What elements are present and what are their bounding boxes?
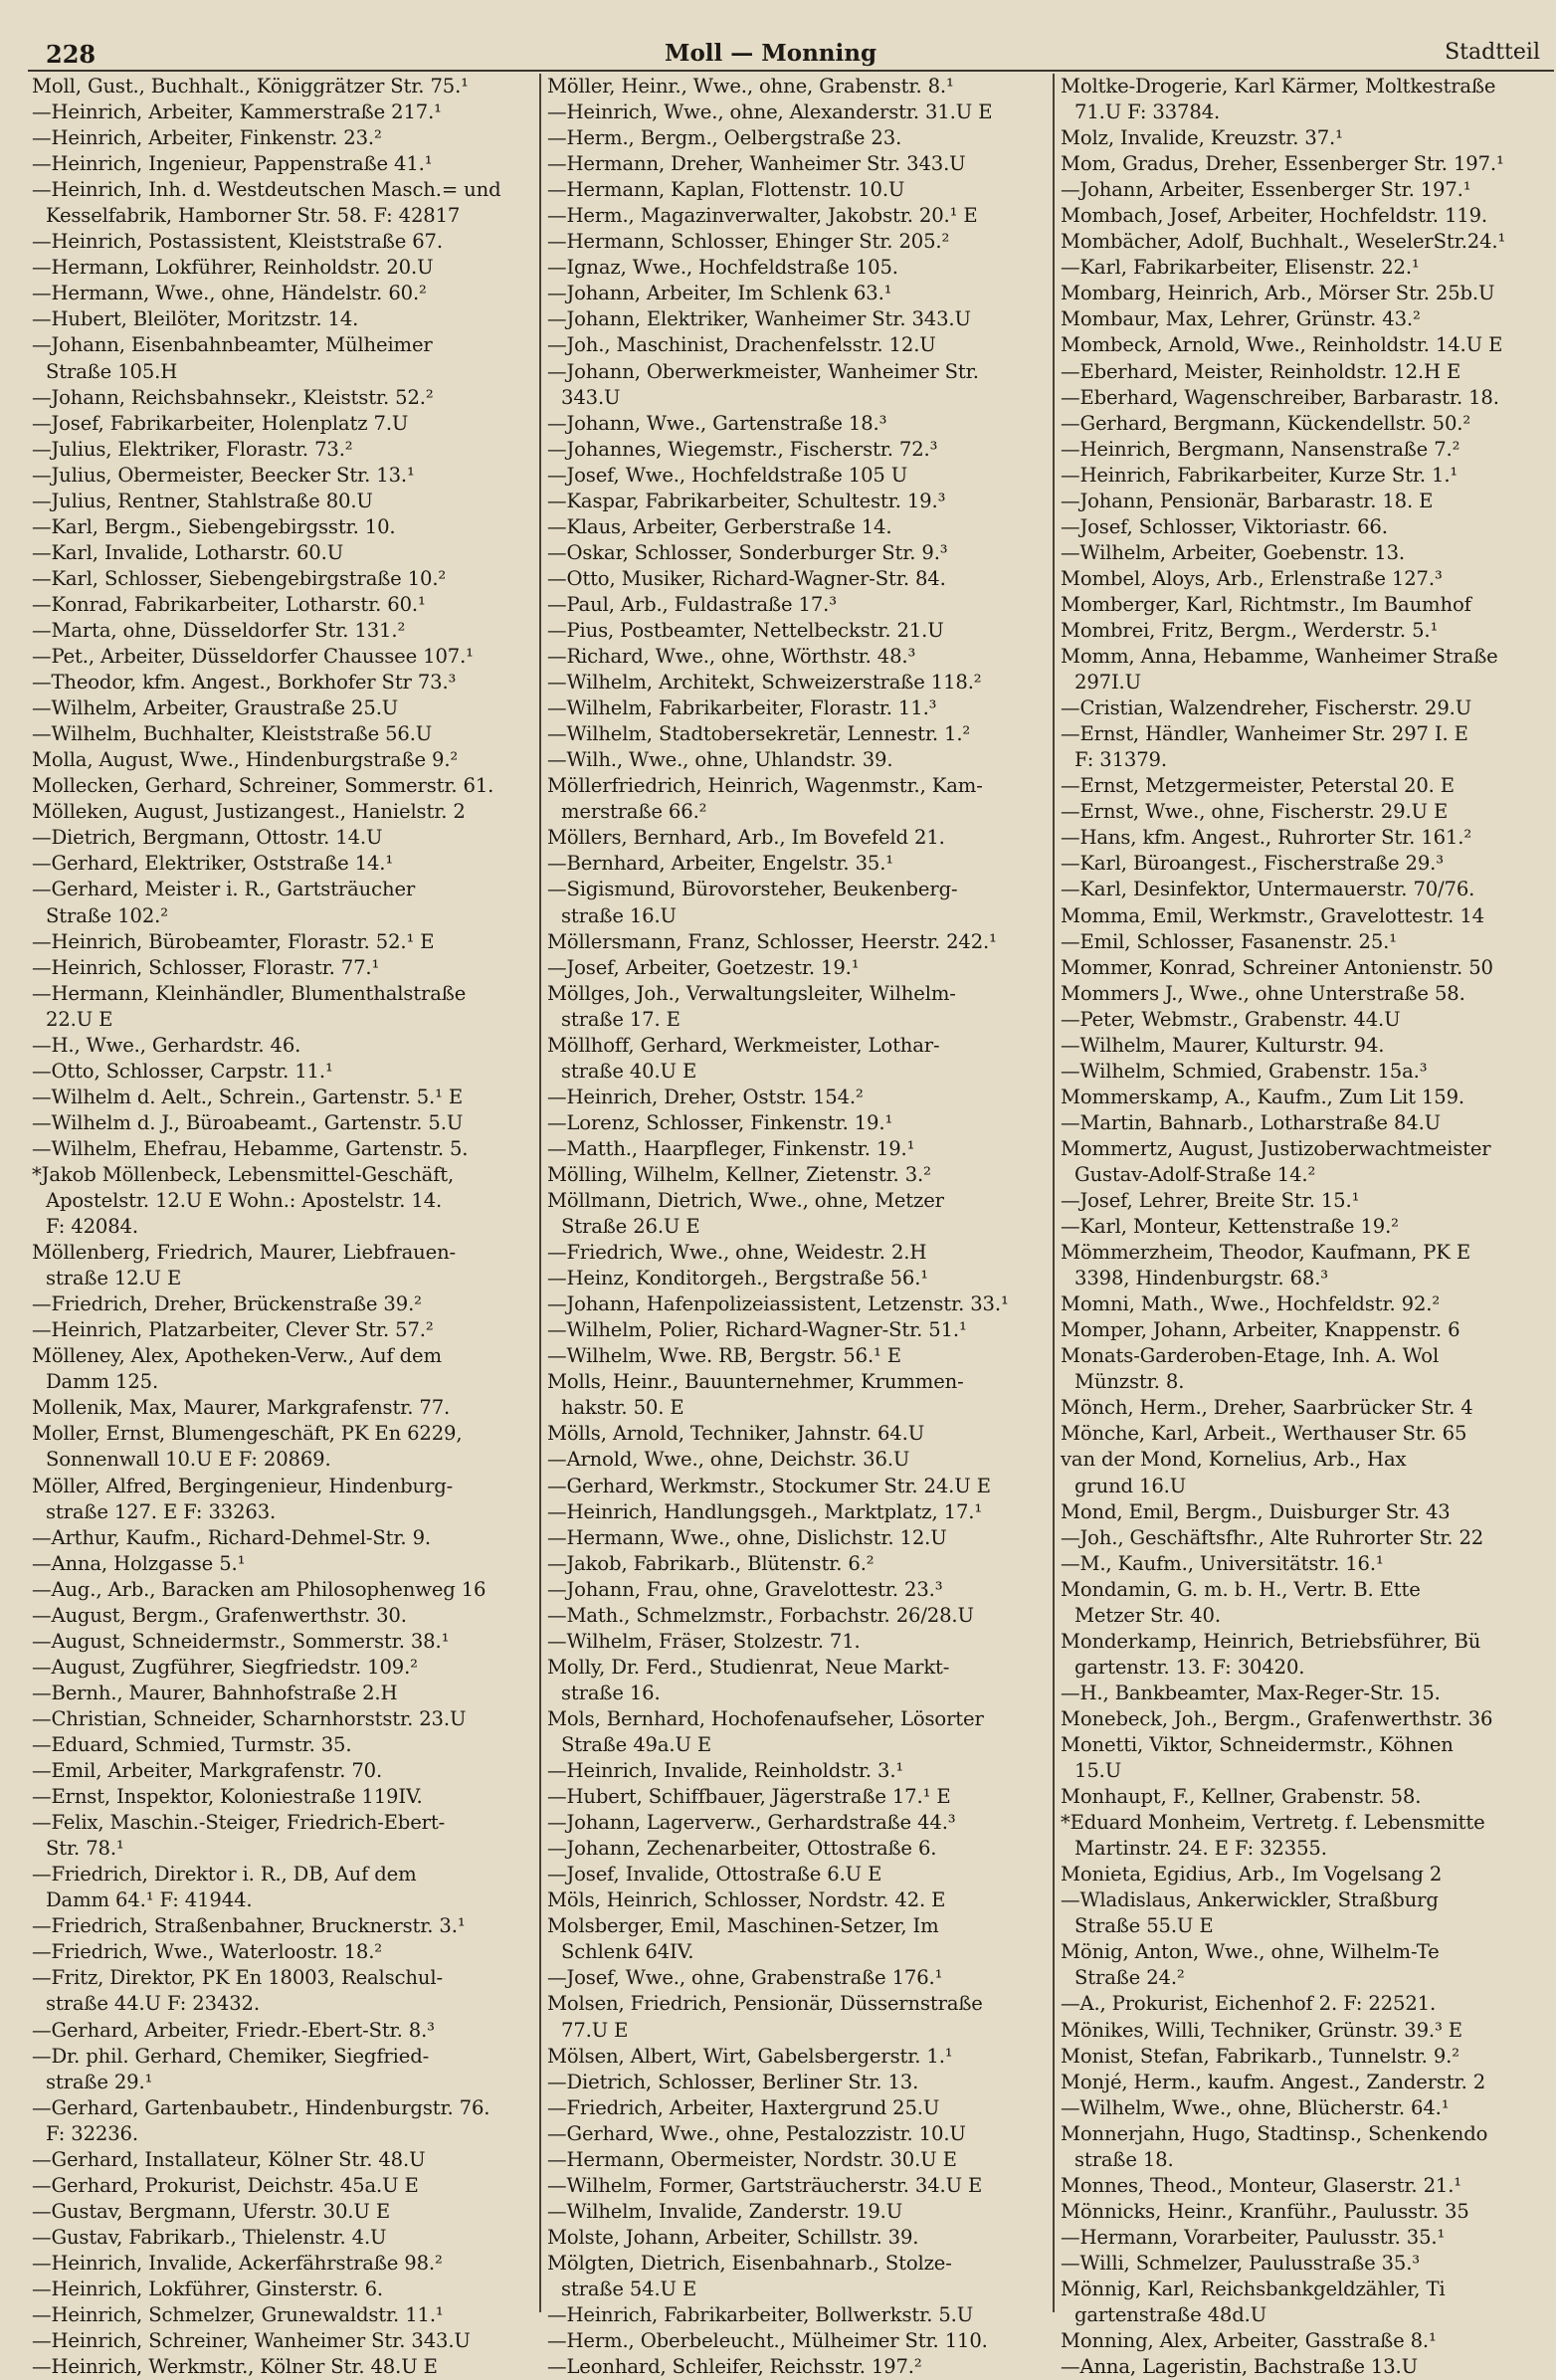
directory-entry-line: Martinstr. 24. E F: 32355. <box>1074 1837 1327 1861</box>
directory-entry-line: straße 16. <box>561 1681 661 1704</box>
directory-entry-line: —Wilhelm, Stadtobersekretär, Lennestr. 1.² <box>547 722 971 746</box>
directory-entry-line: —Karl, Monteur, Kettenstraße 19.² <box>1061 1215 1399 1239</box>
directory-entry-line: —Johann, Eisenbahnbeamter, Mülheimer <box>32 333 433 357</box>
directory-entry-line: Monhaupt, F., Kellner, Grabenstr. 58. <box>1061 1785 1422 1809</box>
directory-entry-line: —H., Bankbeamter, Max-Reger-Str. 15. <box>1061 1681 1441 1704</box>
directory-entry-line: —Richard, Wwe., ohne, Wörthstr. 48.³ <box>547 645 916 669</box>
directory-entry-line: Molla, August, Wwe., Hindenburgstraße 9.² <box>32 748 459 772</box>
directory-entry-line: Monjé, Herm., kaufm. Angest., Zanderstr. 2 <box>1061 2070 1486 2093</box>
directory-entry-line: —Karl, Schlosser, Siebengebirgstraße 10.² <box>32 566 447 590</box>
column-divider-1 <box>539 74 541 2312</box>
directory-entry-line: —Hermann, Obermeister, Nordstr. 30.U E <box>547 2147 957 2171</box>
directory-entry-line: —Julius, Elektriker, Florastr. 73.² <box>32 437 353 461</box>
directory-entry-line: 22.U E <box>46 1007 113 1031</box>
directory-entry-line: —Ernst, Wwe., ohne, Fischerstr. 29.U E <box>1061 800 1449 824</box>
directory-entry-line: —Otto, Musiker, Richard-Wagner-Str. 84. <box>547 566 946 590</box>
directory-entry-line: gartenstraße 48d.U <box>1074 2303 1267 2327</box>
directory-entry-line: —Johann, Reichsbahnsekr., Kleiststr. 52.² <box>32 385 434 409</box>
directory-entry-line: Sonnenwall 10.U E F: 20869. <box>46 1448 331 1472</box>
directory-entry-line: —Johann, Frau, ohne, Gravelottestr. 23.³ <box>547 1577 943 1601</box>
directory-entry-line: —Pius, Postbeamter, Nettelbeckstr. 21.U <box>547 618 944 642</box>
directory-entry-line: —Johann, Arbeiter, Im Schlenk 63.¹ <box>547 282 892 305</box>
directory-entry-line: Möls, Heinrich, Schlosser, Nordstr. 42. E <box>547 1888 946 1912</box>
directory-entry-line: —Johann, Wwe., Gartenstraße 18.³ <box>547 411 887 435</box>
directory-entry-line: —Pet., Arbeiter, Düsseldorfer Chaussee 107.¹ <box>32 645 474 669</box>
directory-entry-line: —Hubert, Schiffbauer, Jägerstraße 17.¹ E <box>547 1785 951 1809</box>
directory-entry-line: Mölleken, August, Justizangest., Hanielstr. 2 <box>32 800 466 824</box>
directory-entry-line: —Wilhelm, Schmied, Grabenstr. 15a.³ <box>1061 1059 1428 1083</box>
directory-entry-line: Mönikes, Willi, Techniker, Grünstr. 39.³ E <box>1061 2018 1462 2042</box>
directory-entry-line: —Ernst, Händler, Wanheimer Str. 297 I. E <box>1061 722 1468 746</box>
directory-entry-line: straße 54.U E <box>561 2277 697 2300</box>
directory-entry-line: F: 31379. <box>1074 748 1167 772</box>
directory-entry-line: Molls, Heinr., Bauunternehmer, Krummen- <box>547 1370 964 1394</box>
directory-entry-line: —Martin, Bahnarb., Lotharstraße 84.U <box>1061 1110 1442 1134</box>
directory-entry-line: Gustav-Adolf-Straße 14.² <box>1074 1162 1316 1186</box>
directory-entry-line: —Wilhelm, Arbeiter, Graustraße 25.U <box>32 696 399 720</box>
directory-entry-line: —Aug., Arb., Baracken am Philosophenweg 16 <box>32 1577 486 1601</box>
directory-entry-line: Mönig, Anton, Wwe., ohne, Wilhelm-Te <box>1061 1940 1440 1964</box>
directory-entry-line: —Wilhelm, Buchhalter, Kleiststraße 56.U <box>32 722 433 746</box>
directory-entry-line: —Wladislaus, Ankerwickler, Straßburg <box>1061 1888 1439 1912</box>
directory-entry-line: —A., Prokurist, Eichenhof 2. F: 22521. <box>1061 1992 1437 2016</box>
directory-entry-line: —Karl, Bergm., Siebengebirgsstr. 10. <box>32 514 396 538</box>
directory-entry-line: —Wilhelm, Architekt, Schweizerstraße 118.² <box>547 671 982 694</box>
directory-entry-line: Molsen, Friedrich, Pensionär, Düssernstraße <box>547 1992 983 2016</box>
directory-entry-line: —Hermann, Kaplan, Flottenstr. 10.U <box>547 178 905 202</box>
directory-entry-line: —Eberhard, Meister, Reinholdstr. 12.H E <box>1061 359 1461 383</box>
directory-entry-line: Mom, Gradus, Dreher, Essenberger Str. 197.¹ <box>1061 152 1504 176</box>
directory-entry-line: —Lorenz, Schlosser, Finkenstr. 19.¹ <box>547 1110 893 1134</box>
directory-entry-line: Mömmerzheim, Theodor, Kaufmann, PK E <box>1061 1241 1471 1265</box>
directory-entry-line: —Johannes, Wiegemstr., Fischerstr. 72.³ <box>547 437 938 461</box>
directory-entry-line: —Otto, Schlosser, Carpstr. 11.¹ <box>32 1059 333 1083</box>
directory-entry-line: Möllmann, Dietrich, Wwe., ohne, Metzer <box>547 1189 944 1213</box>
directory-entry-line: —Joh., Maschinist, Drachenfelsstr. 12.U <box>547 333 936 357</box>
column-right <box>1061 74 1556 2379</box>
directory-entry-line: —Anna, Lageristin, Bachstraße 13.U <box>1061 2355 1418 2379</box>
directory-entry-line: Monnes, Theod., Monteur, Glaserstr. 21.¹ <box>1061 2173 1461 2197</box>
directory-entry-line: straße 44.U F: 23432. <box>46 1992 260 2016</box>
directory-entry-line: 343.U <box>561 385 621 409</box>
directory-entry-line: F: 42084. <box>46 1215 138 1239</box>
directory-entry-line: —Ernst, Inspektor, Koloniestraße 119IV. <box>32 1785 423 1809</box>
directory-entry-line: —Hermann, Vorarbeiter, Paulusstr. 35.¹ <box>1061 2225 1446 2249</box>
directory-entry-line: Mönche, Karl, Arbeit., Werthauser Str. 65 <box>1061 1422 1467 1446</box>
directory-entry-line: Monetti, Viktor, Schneidermstr., Köhnen <box>1061 1733 1454 1756</box>
directory-entry-line: Momper, Johann, Arbeiter, Knappenstr. 6 <box>1061 1318 1460 1342</box>
directory-entry-line: —Heinrich, Handlungsgeh., Marktplatz, 17.¹ <box>547 1499 983 1523</box>
directory-entry-line: Mombarg, Heinrich, Arb., Mörser Str. 25b.U <box>1061 282 1495 305</box>
directory-entry-line: —Karl, Desinfektor, Untermauerstr. 70/76. <box>1061 878 1475 901</box>
directory-entry-line: —Julius, Rentner, Stahlstraße 80.U <box>32 489 373 512</box>
directory-entry-line: Schlenk 64IV. <box>561 1940 694 1964</box>
directory-entry-line: Moll, Gust., Buchhalt., Königgrätzer Str. 75.¹ <box>32 75 469 98</box>
directory-entry-line: —Heinrich, Invalide, Ackerfährstraße 98.² <box>32 2251 443 2275</box>
directory-entry-line: straße 16.U <box>561 903 677 927</box>
directory-entry-line: Möller, Alfred, Bergingenieur, Hindenburg- <box>32 1474 454 1497</box>
directory-entry-line: —Josef, Lehrer, Breite Str. 15.¹ <box>1061 1189 1360 1213</box>
directory-entry-line: Möllers, Bernhard, Arb., Im Bovefeld 21. <box>547 826 945 850</box>
directory-entry-line: —Josef, Arbeiter, Goetzestr. 19.¹ <box>547 955 860 979</box>
directory-entry-line: —Gustav, Bergmann, Uferstr. 30.U E <box>32 2199 390 2223</box>
directory-entry-line: —M., Kaufm., Universitätstr. 16.¹ <box>1061 1551 1384 1575</box>
directory-entry-line: —Eberhard, Wagenschreiber, Barbarastr. 18. <box>1061 385 1499 409</box>
directory-entry-line: Mombeck, Arnold, Wwe., Reinholdstr. 14.U E <box>1061 333 1503 357</box>
directory-entry-line: Damm 64.¹ F: 41944. <box>46 1888 253 1912</box>
directory-entry-line: Straße 24.² <box>1074 1966 1185 1990</box>
directory-entry-line: Momni, Math., Wwe., Hochfeldstr. 92.² <box>1061 1292 1441 1316</box>
directory-entry-line: —Gerhard, Bergmann, Kückendellstr. 50.² <box>1061 411 1471 435</box>
directory-entry-line: —August, Zugführer, Siegfriedstr. 109.² <box>32 1655 418 1679</box>
directory-entry-line: Monist, Stefan, Fabrikarb., Tunnelstr. 9.² <box>1061 2044 1459 2068</box>
directory-entry-line: —Heinrich, Arbeiter, Kammerstraße 217.¹ <box>32 100 442 124</box>
directory-entry-line: 71.U F: 33784. <box>1074 100 1221 124</box>
directory-entry-line: —Marta, ohne, Düsseldorfer Str. 131.² <box>32 618 406 642</box>
directory-entry-line: —Karl, Invalide, Lotharstr. 60.U <box>32 540 344 564</box>
directory-entry-line: —Josef, Fabrikarbeiter, Holenplatz 7.U <box>32 411 409 435</box>
directory-entry-line: —Wilhelm d. J., Büroabeamt., Gartenstr. 5.U <box>32 1110 464 1134</box>
directory-entry-line: Straße 26.U E <box>561 1215 700 1239</box>
directory-entry-line: Mölgten, Dietrich, Eisenbahnarb., Stolze- <box>547 2251 952 2275</box>
directory-entry-line: Mölls, Arnold, Techniker, Jahnstr. 64.U <box>547 1422 925 1446</box>
directory-entry-line: —Gerhard, Gartenbaubetr., Hindenburgstr. 76. <box>32 2095 490 2119</box>
directory-entry-line: —Wilh., Wwe., ohne, Uhlandstr. 39. <box>547 748 893 772</box>
directory-entry-line: Kesselfabrik, Hamborner Str. 58. F: 42817 <box>46 204 461 228</box>
directory-entry-line: —Hermann, Kleinhändler, Blumenthalstraße <box>32 981 467 1005</box>
directory-entry-line: straße 12.U E <box>46 1267 182 1290</box>
directory-entry-line: —Arthur, Kaufm., Richard-Dehmel-Str. 9. <box>32 1525 431 1549</box>
directory-entry-line: Momm, Anna, Hebamme, Wanheimer Straße <box>1061 645 1498 669</box>
directory-entry-line: —Willi, Schmelzer, Paulusstraße 35.³ <box>1061 2251 1421 2275</box>
directory-entry-line: 297I.U <box>1074 671 1141 694</box>
directory-entry-line: —Math., Schmelzmstr., Forbachstr. 26/28.U <box>547 1603 974 1627</box>
directory-entry-line: —Heinrich, Postassistent, Kleiststraße 67. <box>32 230 443 254</box>
directory-entry-line: F: 32236. <box>46 2121 138 2145</box>
directory-entry-line: —Klaus, Arbeiter, Gerberstraße 14. <box>547 514 892 538</box>
directory-entry-line: —Josef, Wwe., ohne, Grabenstraße 176.¹ <box>547 1966 943 1990</box>
directory-entry-line: —Josef, Invalide, Ottostraße 6.U E <box>547 1863 882 1886</box>
directory-entry-line: —Hermann, Schlosser, Ehinger Str. 205.² <box>547 230 950 254</box>
directory-entry-line: Mondamin, G. m. b. H., Vertr. B. Ette <box>1061 1577 1421 1601</box>
directory-entry-line: —Wilhelm, Wwe. RB, Bergstr. 56.¹ E <box>547 1344 901 1368</box>
directory-entry-line: —Heinrich, Fabrikarbeiter, Kurze Str. 1.¹ <box>1061 463 1459 487</box>
directory-entry-line: —Karl, Büroangest., Fischerstraße 29.³ <box>1061 852 1444 876</box>
directory-entry-line: —Friedrich, Dreher, Brückenstraße 39.² <box>32 1292 422 1316</box>
directory-entry-line: —Heinrich, Arbeiter, Finkenstr. 23.² <box>32 126 382 150</box>
directory-entry-line: straße 18. <box>1074 2147 1174 2171</box>
directory-entry-line: —Cristian, Walzendreher, Fischerstr. 29.U <box>1061 696 1472 720</box>
directory-entry-line: —Hermann, Wwe., ohne, Dislichstr. 12.U <box>547 1525 947 1549</box>
directory-entry-line: Straße 55.U E <box>1074 1914 1214 1938</box>
directory-entry-line: 15.U <box>1074 1759 1122 1783</box>
directory-entry-line: —Leonhard, Schleifer, Reichsstr. 197.² <box>547 2355 922 2379</box>
directory-entry-line: —Gerhard, Arbeiter, Friedr.-Ebert-Str. 8.³ <box>32 2018 435 2042</box>
directory-entry-line: —Johann, Zechenarbeiter, Ottostraße 6. <box>547 1837 937 1861</box>
column-left <box>32 74 534 2379</box>
directory-entry-line: —Julius, Obermeister, Beecker Str. 13.¹ <box>32 463 415 487</box>
directory-entry-line: —Heinrich, Dreher, Oststr. 154.² <box>547 1085 864 1108</box>
directory-entry-line: —Heinrich, Invalide, Reinholdstr. 3.¹ <box>547 1759 904 1783</box>
directory-entry-line: Mombel, Aloys, Arb., Erlenstraße 127.³ <box>1061 566 1443 590</box>
directory-entry-line: —Fritz, Direktor, PK En 18003, Realschul- <box>32 1966 443 1990</box>
directory-entry-line: —Hans, kfm. Angest., Ruhrorter Str. 161.² <box>1061 826 1472 850</box>
directory-entry-line: Monnerjahn, Hugo, Stadtinsp., Schenkendo <box>1061 2121 1488 2145</box>
directory-entry-line: —Ernst, Metzgermeister, Peterstal 20. E <box>1061 774 1455 798</box>
directory-entry-line: Moltke-Drogerie, Karl Kärmer, Moltkestraße <box>1061 75 1496 98</box>
directory-entry-line: straße 127. E F: 33263. <box>46 1499 277 1523</box>
directory-entry-line: —Wilhelm, Arbeiter, Goebenstr. 13. <box>1061 540 1405 564</box>
directory-entry-line: —Josef, Wwe., Hochfeldstraße 105 U <box>547 463 908 487</box>
directory-entry-line: —Oskar, Schlosser, Sonderburger Str. 9.³ <box>547 540 948 564</box>
directory-entry-line: —August, Schneidermstr., Sommerstr. 38.¹ <box>32 1629 450 1653</box>
directory-entry-line: Mölleney, Alex, Apotheken-Verw., Auf dem <box>32 1344 442 1368</box>
directory-entry-line: grund 16.U <box>1074 1474 1187 1497</box>
directory-entry-line: —Gustav, Fabrikarb., Thielenstr. 4.U <box>32 2225 387 2249</box>
directory-entry-line: Möllenberg, Friedrich, Maurer, Liebfrauen- <box>32 1241 457 1265</box>
directory-entry-line: —Gerhard, Installateur, Kölner Str. 48.U <box>32 2147 426 2171</box>
directory-entry-line: —Matth., Haarpfleger, Finkenstr. 19.¹ <box>547 1136 915 1160</box>
directory-entry-line: —Friedrich, Straßenbahner, Brucknerstr. 3.¹ <box>32 1914 466 1938</box>
directory-entry-line: Moller, Ernst, Blumengeschäft, PK En 6229, <box>32 1422 463 1446</box>
directory-entry-line: —Wilhelm, Fräser, Stolzestr. 71. <box>547 1629 861 1653</box>
directory-entry-line: —Heinrich, Lokführer, Ginsterstr. 6. <box>32 2277 383 2300</box>
directory-entry-line: —Wilhelm d. Aelt., Schrein., Gartenstr. 5.¹ E <box>32 1085 464 1108</box>
column-middle <box>547 74 1048 2379</box>
directory-entry-line: Münzstr. 8. <box>1074 1370 1185 1394</box>
directory-entry-line: Mönnig, Karl, Reichsbankgeldzähler, Ti <box>1061 2277 1446 2300</box>
directory-entry-line: Straße 49a.U E <box>561 1733 712 1756</box>
directory-entry-line: Molste, Johann, Arbeiter, Schillstr. 39. <box>547 2225 919 2249</box>
directory-entry-line: van der Mond, Kornelius, Arb., Hax <box>1061 1448 1407 1472</box>
page-number: 228 <box>46 40 97 69</box>
directory-entry-line: Mönnicks, Heinr., Kranführ., Paulusstr. 35 <box>1061 2199 1469 2223</box>
directory-entry-line: —Emil, Schlosser, Fasanenstr. 25.¹ <box>1061 929 1397 953</box>
directory-entry-line: —Hermann, Wwe., ohne, Händelstr. 60.² <box>32 282 427 305</box>
directory-entry-line: —Eduard, Schmied, Turmstr. 35. <box>32 1733 352 1756</box>
directory-entry-line: —Wilhelm, Fabrikarbeiter, Florastr. 11.³ <box>547 696 937 720</box>
directory-entry-line: Möllersmann, Franz, Schlosser, Heerstr. 242.¹ <box>547 929 997 953</box>
directory-entry-line: Möllerfriedrich, Heinrich, Wagenmstr., Kam- <box>547 774 983 798</box>
directory-entry-line: —Emil, Arbeiter, Markgrafenstr. 70. <box>32 1759 383 1783</box>
directory-entry-line: —Peter, Webmstr., Grabenstr. 44.U <box>1061 1007 1401 1031</box>
directory-entry-line: —Paul, Arb., Fuldastraße 17.³ <box>547 592 837 616</box>
directory-entry-line: Momberger, Karl, Richtmstr., Im Baumhof <box>1061 592 1471 616</box>
directory-entry-line: —Heinrich, Schmelzer, Grunewaldstr. 11.¹ <box>32 2303 444 2327</box>
directory-entry-line: Möllhoff, Gerhard, Werkmeister, Lothar- <box>547 1033 940 1057</box>
directory-entry-line: —Herm., Bergm., Oelbergstraße 23. <box>547 126 902 150</box>
directory-entry-line: —Gerhard, Meister i. R., Gartsträucher <box>32 878 416 901</box>
directory-entry-line: —Ignaz, Wwe., Hochfeldstraße 105. <box>547 256 898 280</box>
directory-entry-line: —Friedrich, Arbeiter, Haxtergrund 25.U <box>547 2095 940 2119</box>
directory-entry-line: —August, Bergm., Grafenwerthstr. 30. <box>32 1603 407 1627</box>
directory-entry-line: —Christian, Schneider, Scharnhorststr. 23.U <box>32 1706 467 1730</box>
directory-entry-line: —Joh., Geschäftsfhr., Alte Ruhrorter Str. 22 <box>1061 1525 1484 1549</box>
directory-entry-line: Mond, Emil, Bergm., Duisburger Str. 43 <box>1061 1499 1451 1523</box>
directory-entry-line: —Konrad, Fabrikarbeiter, Lotharstr. 60.¹ <box>32 592 426 616</box>
page-header <box>28 34 1550 68</box>
directory-entry-line: —Gerhard, Wwe., ohne, Pestalozzistr. 10.U <box>547 2121 966 2145</box>
directory-entry-line: Straße 102.² <box>46 903 168 927</box>
directory-entry-line: straße 40.U E <box>561 1059 697 1083</box>
directory-entry-line: —Heinrich, Werkmstr., Kölner Str. 48.U E <box>32 2355 438 2379</box>
directory-entry-line: Momma, Emil, Werkmstr., Gravelottestr. 14 <box>1061 903 1484 927</box>
directory-entry-line: Mönch, Herm., Dreher, Saarbrücker Str. 4 <box>1061 1396 1473 1420</box>
header-rule <box>28 70 1554 72</box>
directory-entry-line: Mölsen, Albert, Wirt, Gabelsbergerstr. 1.¹ <box>547 2044 953 2068</box>
directory-entry-line: —Heinrich, Wwe., ohne, Alexanderstr. 31.U E <box>547 100 993 124</box>
directory-entry-line: —Heinrich, Schreiner, Wanheimer Str. 343.U <box>32 2329 471 2353</box>
directory-entry-line: straße 17. E <box>561 1007 681 1031</box>
directory-entry-line: Metzer Str. 40. <box>1074 1603 1221 1627</box>
directory-entry-line: hakstr. 50. E <box>561 1396 684 1420</box>
directory-entry-line: —Gerhard, Prokurist, Deichstr. 45a.U E <box>32 2173 419 2197</box>
page-range-title: Moll — Monning <box>665 40 877 67</box>
directory-entry-line: —Bernh., Maurer, Bahnhofstraße 2.H <box>32 1681 398 1704</box>
directory-entry-line: Monieta, Egidius, Arb., Im Vogelsang 2 <box>1061 1863 1443 1886</box>
directory-entry-line: —Heinrich, Bergmann, Nansenstraße 7.² <box>1061 437 1460 461</box>
directory-entry-line: —Heinrich, Inh. d. Westdeutschen Masch.= und <box>32 178 501 202</box>
directory-entry-line: Molly, Dr. Ferd., Studienrat, Neue Markt- <box>547 1655 950 1679</box>
directory-entry-line: Mombächer, Adolf, Buchhalt., WeselerStr.24.¹ <box>1061 230 1506 254</box>
directory-entry-line: merstraße 66.² <box>561 800 707 824</box>
directory-entry-line: —Johann, Lagerverw., Gerhardstraße 44.³ <box>547 1811 956 1835</box>
directory-entry-line: —Dr. phil. Gerhard, Chemiker, Siegfried- <box>32 2044 430 2068</box>
section-label: Stadtteil <box>1445 40 1540 65</box>
directory-entry-line: Monebeck, Joh., Bergm., Grafenwerthstr. 36 <box>1061 1706 1493 1730</box>
directory-entry-line: —Josef, Schlosser, Viktoriastr. 66. <box>1061 514 1388 538</box>
directory-entry-line: Mommers J., Wwe., ohne Unterstraße 58. <box>1061 981 1465 1005</box>
directory-entry-line: *Eduard Monheim, Vertretg. f. Lebensmitte <box>1061 1811 1485 1835</box>
directory-entry-line: —Friedrich, Wwe., ohne, Weidestr. 2.H <box>547 1241 927 1265</box>
directory-entry-line: Monats-Garderoben-Etage, Inh. A. Wol <box>1061 1344 1440 1368</box>
directory-entry-line: Molsberger, Emil, Maschinen-Setzer, Im <box>547 1914 939 1938</box>
directory-entry-line: —Friedrich, Wwe., Waterloostr. 18.² <box>32 1940 383 1964</box>
column-divider-2 <box>1053 74 1055 2312</box>
directory-entry-line: Mombrei, Fritz, Bergm., Werderstr. 5.¹ <box>1061 618 1439 642</box>
directory-entry-line: Mommer, Konrad, Schreiner Antonienstr. 50 <box>1061 955 1493 979</box>
directory-entry-line: —Johann, Elektriker, Wanheimer Str. 343.U <box>547 307 971 331</box>
directory-entry-line: —Johann, Hafenpolizeiassistent, Letzenstr. 33.¹ <box>547 1292 1009 1316</box>
directory-entry-line: —H., Wwe., Gerhardstr. 46. <box>32 1033 301 1057</box>
directory-entry-line: —Anna, Holzgasse 5.¹ <box>32 1551 246 1575</box>
directory-entry-line: —Gerhard, Werkmstr., Stockumer Str. 24.U E <box>547 1474 991 1497</box>
directory-entry-line: —Gerhard, Elektriker, Oststraße 14.¹ <box>32 852 394 876</box>
directory-entry-line: —Hermann, Dreher, Wanheimer Str. 343.U <box>547 152 966 176</box>
directory-entry-line: —Johann, Arbeiter, Essenberger Str. 197.¹ <box>1061 178 1471 202</box>
directory-entry-line: *Jakob Möllenbeck, Lebensmittel-Geschäft, <box>32 1162 455 1186</box>
directory-entry-line: —Wilhelm, Polier, Richard-Wagner-Str. 51.¹ <box>547 1318 967 1342</box>
directory-entry-line: —Heinrich, Ingenieur, Pappenstraße 41.¹ <box>32 152 433 176</box>
directory-entry-line: —Theodor, kfm. Angest., Borkhofer Str 73.³ <box>32 671 457 694</box>
directory-entry-line: Mollenik, Max, Maurer, Markgrafenstr. 77. <box>32 1396 451 1420</box>
directory-entry-line: —Johann, Oberwerkmeister, Wanheimer Str. <box>547 359 979 383</box>
directory-entry-line: —Heinz, Konditorgeh., Bergstraße 56.¹ <box>547 1267 929 1290</box>
directory-entry-line: —Wilhelm, Invalide, Zanderstr. 19.U <box>547 2199 903 2223</box>
directory-entry-line: —Heinrich, Bürobeamter, Florastr. 52.¹ E <box>32 929 435 953</box>
directory-entry-line: —Dietrich, Bergmann, Ottostr. 14.U <box>32 826 383 850</box>
directory-entry-line: —Sigismund, Bürovorsteher, Beukenberg- <box>547 878 958 901</box>
directory-entry-line: —Heinrich, Fabrikarbeiter, Bollwerkstr. 5.U <box>547 2303 974 2327</box>
directory-entry-line: —Felix, Maschin.-Steiger, Friedrich-Ebert- <box>32 1811 446 1835</box>
directory-entry-line: 77.U E <box>561 2018 629 2042</box>
directory-entry-line: 3398, Hindenburgstr. 68.³ <box>1074 1267 1328 1290</box>
directory-entry-line: Molz, Invalide, Kreuzstr. 37.¹ <box>1061 126 1343 150</box>
directory-entry-line: gartenstr. 13. F: 30420. <box>1074 1655 1305 1679</box>
directory-entry-line: —Johann, Pensionär, Barbarastr. 18. E <box>1061 489 1434 512</box>
directory-entry-line: Möllges, Joh., Verwaltungsleiter, Wilhelm- <box>547 981 956 1005</box>
directory-entry-line: —Friedrich, Direktor i. R., DB, Auf dem <box>32 1863 417 1886</box>
directory-entry-line: —Kaspar, Fabrikarbeiter, Schultestr. 19.³ <box>547 489 946 512</box>
directory-entry-line: —Dietrich, Schlosser, Berliner Str. 13. <box>547 2070 919 2093</box>
directory-entry-line: Möller, Heinr., Wwe., ohne, Grabenstr. 8.¹ <box>547 75 954 98</box>
directory-entry-line: Mombach, Josef, Arbeiter, Hochfeldstr. 119. <box>1061 204 1487 228</box>
directory-entry-line: —Karl, Fabrikarbeiter, Elisenstr. 22.¹ <box>1061 256 1420 280</box>
directory-entry-line: Apostelstr. 12.U E Wohn.: Apostelstr. 14. <box>46 1189 443 1213</box>
directory-entry-line: —Jakob, Fabrikarb., Blütenstr. 6.² <box>547 1551 875 1575</box>
directory-entry-line: Str. 78.¹ <box>46 1837 124 1861</box>
directory-entry-line: —Arnold, Wwe., ohne, Deichstr. 36.U <box>547 1448 910 1472</box>
directory-entry-line: —Bernhard, Arbeiter, Engelstr. 35.¹ <box>547 852 893 876</box>
directory-entry-line: Straße 105.H <box>46 359 178 383</box>
directory-entry-line: —Wilhelm, Maurer, Kulturstr. 94. <box>1061 1033 1385 1057</box>
directory-entry-line: Mölling, Wilhelm, Kellner, Zietenstr. 3.² <box>547 1162 931 1186</box>
directory-entry-line: Mommerskamp, A., Kaufm., Zum Lit 159. <box>1061 1085 1464 1108</box>
directory-entry-line: —Herm., Oberbeleucht., Mülheimer Str. 110. <box>547 2329 988 2353</box>
directory-entry-line: —Wilhelm, Ehefrau, Hebamme, Gartenstr. 5. <box>32 1136 469 1160</box>
directory-entry-line: Monning, Alex, Arbeiter, Gasstraße 8.¹ <box>1061 2329 1437 2353</box>
directory-entry-line: —Heinrich, Platzarbeiter, Clever Str. 57.² <box>32 1318 434 1342</box>
directory-entry-line: —Herm., Magazinverwalter, Jakobstr. 20.¹ E <box>547 204 978 228</box>
directory-entry-line: Mombaur, Max, Lehrer, Grünstr. 43.² <box>1061 307 1421 331</box>
directory-entry-line: Mols, Bernhard, Hochofenaufseher, Lösorter <box>547 1706 984 1730</box>
directory-entry-line: —Wilhelm, Former, Gartsträucherstr. 34.U E <box>547 2173 983 2197</box>
directory-entry-line: —Heinrich, Schlosser, Florastr. 77.¹ <box>32 955 380 979</box>
directory-entry-line: —Hermann, Lokführer, Reinholdstr. 20.U <box>32 256 434 280</box>
directory-entry-line: Monderkamp, Heinrich, Betriebsführer, Bü <box>1061 1629 1481 1653</box>
directory-entry-line: Mollecken, Gerhard, Schreiner, Sommerstr. 61. <box>32 774 494 798</box>
directory-entry-line: Mommertz, August, Justizoberwachtmeister <box>1061 1136 1491 1160</box>
directory-entry-line: —Wilhelm, Wwe., ohne, Blücherstr. 64.¹ <box>1061 2095 1450 2119</box>
directory-entry-line: —Hubert, Bleilöter, Moritzstr. 14. <box>32 307 359 331</box>
directory-entry-line: Damm 125. <box>46 1370 159 1394</box>
directory-entry-line: straße 29.¹ <box>46 2070 153 2093</box>
